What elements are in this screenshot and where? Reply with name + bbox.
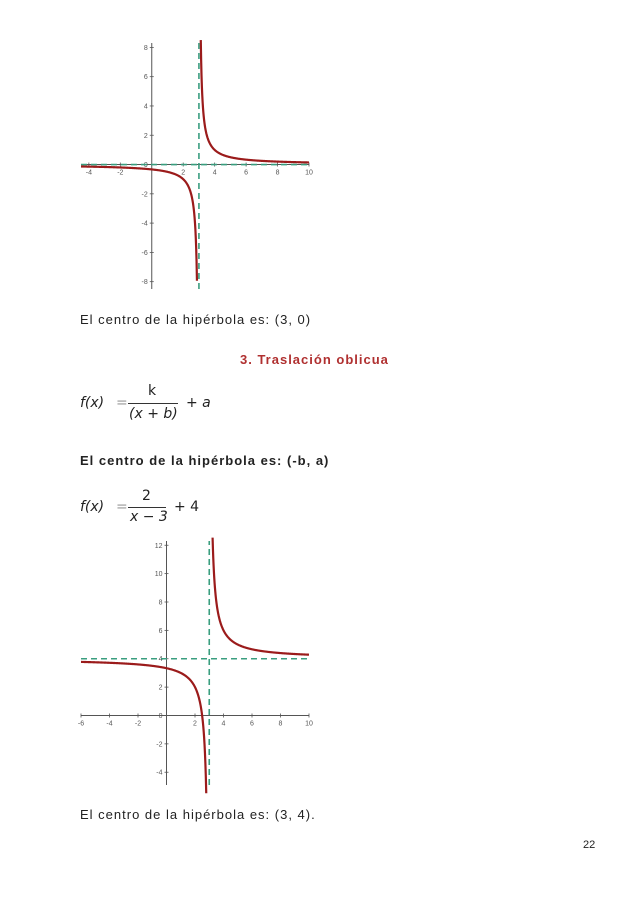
- center-text-general: El centro de la hipérbola es: (-b, a): [80, 453, 330, 468]
- page-number: 22: [583, 839, 596, 851]
- y-tick-label: -2: [141, 191, 148, 199]
- y-tick-label: -4: [141, 220, 148, 228]
- y-tick-label: 0: [158, 712, 163, 720]
- x-tick-label: 6: [244, 169, 249, 177]
- formula-example-numerator: 2: [142, 488, 151, 504]
- formula-general-equals: =: [116, 395, 128, 411]
- y-tick-label: -4: [156, 769, 163, 777]
- x-tick-label: -4: [85, 169, 92, 177]
- formula-general-lhs: f(x): [80, 395, 105, 411]
- x-tick-label: 10: [305, 169, 313, 177]
- formula-example-fraction-bar: [128, 507, 166, 508]
- y-tick-label: 0: [143, 162, 148, 170]
- y-tick-label: 10: [154, 571, 163, 579]
- y-tick-label: 6: [158, 627, 163, 635]
- formula-example-denominator: x − 3: [130, 509, 168, 525]
- x-tick-label: -2: [117, 169, 124, 177]
- x-tick-label: -6: [77, 720, 85, 728]
- y-tick-label: -6: [141, 249, 148, 257]
- formula-example: [80, 485, 240, 535]
- y-tick-label: 8: [158, 599, 163, 607]
- x-tick-label: -2: [134, 720, 142, 728]
- x-tick-label: 4: [212, 169, 217, 177]
- x-tick-label: 8: [275, 169, 280, 177]
- y-tick-label: 12: [154, 542, 163, 550]
- formula-example-lhs: f(x): [80, 499, 105, 515]
- y-tick-label: -2: [156, 741, 163, 749]
- x-tick-label: -4: [106, 720, 113, 728]
- center-text-1: El centro de la hipérbola es: (3, 0): [80, 312, 312, 327]
- formula-general: [80, 380, 240, 430]
- curve-right-branch: [201, 40, 309, 162]
- section-heading: 3. Traslación oblicua: [240, 352, 389, 367]
- curve-left-branch: [81, 166, 197, 280]
- curve-right-branch: [213, 538, 309, 655]
- formula-example-rest: + 4: [174, 499, 200, 515]
- center-text-2: El centro de la hipérbola es: (3, 4).: [80, 807, 316, 822]
- formula-general-numerator: k: [148, 383, 157, 399]
- y-tick-label: 4: [158, 656, 163, 664]
- x-tick-label: 2: [193, 720, 197, 728]
- y-tick-label: -8: [141, 279, 148, 287]
- x-tick-label: 8: [278, 720, 283, 728]
- formula-general-rest: + a: [186, 395, 211, 411]
- x-tick-label: 10: [305, 720, 313, 728]
- hyperbola-chart-1: [80, 42, 313, 290]
- y-tick-label: 2: [158, 684, 163, 692]
- x-tick-label: 2: [181, 169, 186, 177]
- curve-left-branch: [81, 662, 206, 793]
- y-tick-label: 6: [143, 74, 148, 82]
- y-tick-label: 4: [143, 103, 148, 111]
- formula-general-fraction-bar: [128, 403, 178, 404]
- formula-general-denominator: (x + b): [129, 406, 178, 422]
- y-tick-label: 8: [143, 44, 148, 52]
- x-tick-label: 6: [250, 720, 254, 728]
- formula-example-equals: =: [116, 499, 128, 515]
- x-tick-label: 4: [221, 720, 226, 728]
- y-tick-label: 2: [143, 132, 148, 140]
- hyperbola-chart-2: [77, 540, 313, 786]
